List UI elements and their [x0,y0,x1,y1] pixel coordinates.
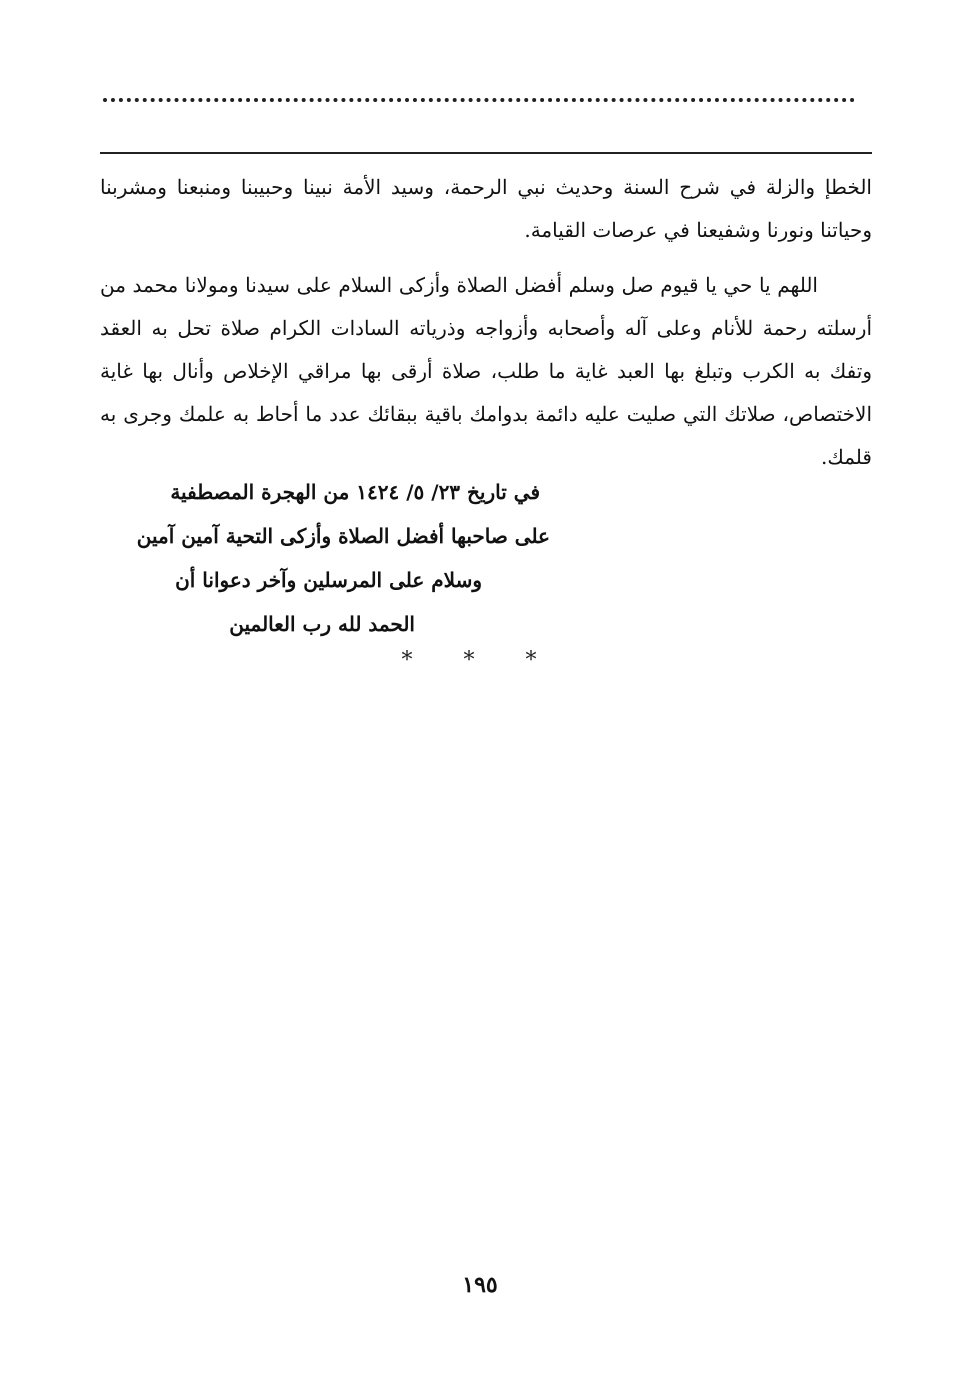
colophon-line-praise: الحمد لله رب العالمين [229,612,415,636]
colophon-line-blessing: على صاحبها أفضل الصلاة وأزكى التحية آمين آمين [136,524,550,548]
closing-colophon [90,470,550,646]
page-number: ١٩٥ [462,1272,498,1298]
dotted-header-rule [103,98,855,102]
paragraph-opening: الخطإ والزلة في شرح السنة وحديث نبي الرحمة، وسيد الأمة نبينا وحبيبنا ومنبعنا ومشربنا وحياتنا ونورنا وشفيعنا في عرصات القيامة. [100,175,872,242]
colophon-line-peace: وسلام على المرسلين وآخر دعوانا أن [175,568,482,592]
section-break-asterisks: * * * [401,648,559,673]
header-rule [100,152,872,154]
colophon-line-date: في تاريخ ٢٣/ ٥/ ١٤٢٤ من الهجرة المصطفية [170,480,540,504]
paragraph-prayer: اللهم يا حي يا قيوم صل وسلم أفضل الصلاة وأزكى السلام على سيدنا ومولانا محمد من أرسلته رحمة للأنام وعلى آله وأصحابه وأزواجه وذرياته السادات الكرام صلاة تحل به العقد وتفك به الكرب وتبلغ بها العبد غاية ما طلب، صلاة أرقى بها مراقي الإخلاص وأنال بها غاية الاختصاص، صلاتك التي صليت عليه دائمة بدوامك باقية ببقائك عدد ما أحاط به علمك وجرى به قلمك. [100,273,873,469]
